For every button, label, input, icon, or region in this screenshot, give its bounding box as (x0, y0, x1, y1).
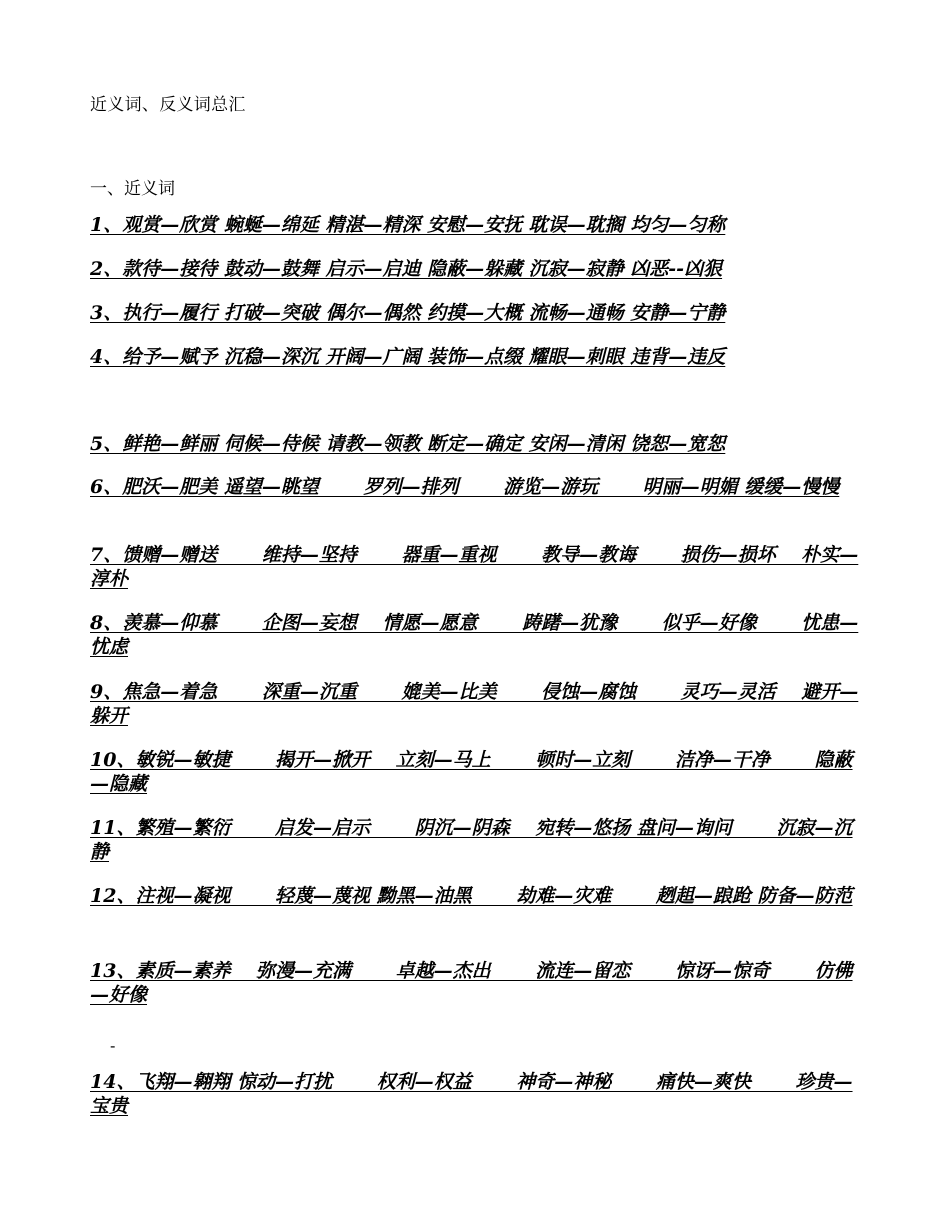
synonym-row-text: 8、羡慕—仰慕 企图—妄想 情愿—愿意 踌躇—犹豫 似乎—好像 忧患—忧虑 (90, 612, 859, 658)
synonym-row-6 (90, 475, 870, 499)
document-title: 近义词、反义词总汇 (90, 95, 246, 115)
synonym-row-11 (90, 816, 870, 864)
synonym-row-text: 3、执行—履行 打破—突破 偶尔—偶然 约摸—大概 流畅—通畅 安静—宁静 (90, 302, 726, 324)
synonym-row-text: 1、观赏—欣赏 蜿蜒—绵延 精湛—精深 安慰—安抚 耽误—耽搁 均匀—匀称 (90, 214, 726, 236)
synonym-row-3 (90, 301, 870, 325)
synonym-row-8 (90, 611, 870, 659)
synonym-row-7 (90, 543, 870, 591)
synonym-row-10 (90, 748, 870, 796)
synonym-row-1 (90, 213, 870, 237)
synonym-row-text: 11、繁殖—繁衍 启发—启示 阴沉—阴森 宛转—悠扬 盘问—询问 沉寂—沉静 (90, 817, 853, 863)
section-heading: 一、近义词 (90, 179, 175, 199)
synonym-row-text: 6、肥沃—肥美 遥望—眺望 罗列—排列 游览—游玩 明丽—明媚 缓缓—慢慢 (90, 476, 840, 498)
synonym-row-text: 10、敏锐—敏捷 揭开—掀开 立刻—马上 顿时—立刻 洁净—干净 隐蔽—隐藏 (90, 749, 853, 795)
synonym-row-5 (90, 432, 870, 456)
synonym-row-text: 13、素质—素养 弥漫—充满 卓越—杰出 流连—留恋 惊讶—惊奇 仿佛—好像 (90, 960, 853, 1006)
synonym-row-text: 5、鲜艳—鲜丽 伺候—侍候 请教—领教 断定—确定 安闲—清闲 饶恕—宽恕 (90, 433, 726, 455)
synonym-row-text: 7、馈赠—赠送 维持—坚持 器重—重视 教导—教诲 损伤—损坏 朴实—淳朴 (90, 544, 859, 590)
synonym-row-2 (90, 257, 870, 281)
synonym-row-9 (90, 680, 870, 728)
stray-mark: - (110, 1036, 116, 1055)
synonym-row-text: 9、焦急—着急 深重—沉重 媲美—比美 侵蚀—腐蚀 灵巧—灵活 避开—躲开 (90, 681, 859, 727)
synonym-row-4 (90, 345, 870, 369)
synonym-row-12 (90, 884, 870, 908)
synonym-row-text: 4、给予—赋予 沉稳—深沉 开阔—广阔 装饰—点缀 耀眼—刺眼 违背—违反 (90, 346, 726, 368)
synonym-row-text: 12、注视—凝视 轻蔑—蔑视 黝黑—油黑 劫难—灾难 趔趄—踉跄 防备—防范 (90, 885, 853, 907)
synonym-row-text: 14、飞翔—翱翔 惊动—打扰 权利—权益 神奇—神秘 痛快—爽快 珍贵—宝贵 (90, 1071, 853, 1117)
synonym-row-14 (90, 1070, 870, 1118)
synonym-row-13 (90, 959, 870, 1007)
synonym-row-text: 2、款待—接待 鼓动—鼓舞 启示—启迪 隐蔽—躲藏 沉寂—寂静 凶恶--凶狠 (90, 258, 723, 280)
